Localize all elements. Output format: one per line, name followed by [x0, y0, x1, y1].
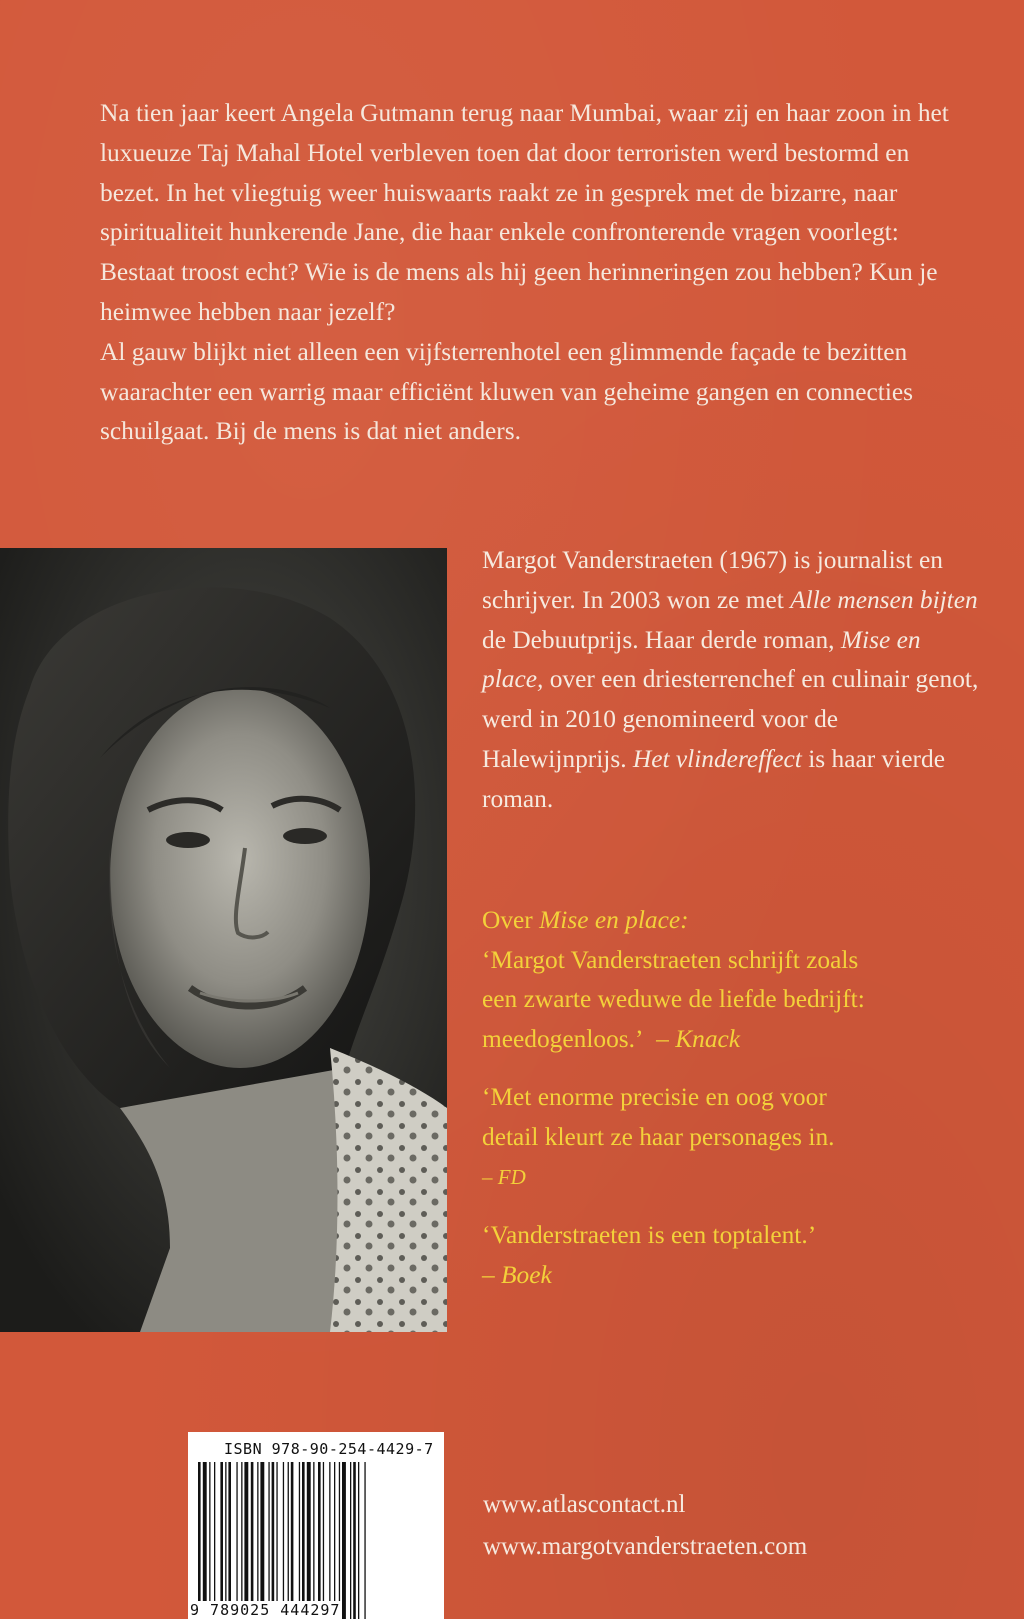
- barcode-bar: [323, 1462, 324, 1619]
- barcode-bar: [203, 1462, 207, 1619]
- barcode-bar: [291, 1462, 294, 1619]
- barcode-bar: [283, 1462, 284, 1619]
- barcode-bar: [272, 1462, 275, 1619]
- review-1-line-3: [482, 1020, 1002, 1060]
- review-2-line-1: ‘Met enorme precisie en oog voor: [482, 1083, 827, 1112]
- isbn-barcode: [188, 1432, 444, 1619]
- publisher-website-link[interactable]: www.atlascontact.nl: [483, 1491, 686, 1518]
- barcode-bar: [268, 1462, 269, 1619]
- bio-text-1: Margot Vanderstraeten (1967) is journalist en schrijver. In 2003 won ze met: [482, 546, 943, 614]
- barcode-bar: [329, 1462, 330, 1619]
- barcode-bar: [302, 1462, 305, 1619]
- barcode-bar: [225, 1462, 226, 1619]
- barcode-bar: [364, 1462, 365, 1619]
- barcode-bar: [209, 1462, 210, 1619]
- bio-text-3: over een driesterrenchef en culinair genot, werd in 2010 genomineerd voor de Halewijnprijs.: [482, 665, 979, 773]
- isbn-label: ISBN 978-90-254-4429-7: [224, 1440, 434, 1458]
- review-3-line-1: ‘Vanderstraeten is een toptalent.’: [482, 1221, 817, 1250]
- author-bio: [482, 541, 982, 820]
- review-spacer: [482, 1059, 1002, 1078]
- author-portrait-image: [0, 548, 447, 1332]
- synopsis-paragraph-2: Al gauw blijkt niet alleen een vijfsterrenhotel een glimmende façade te bezitten waarachter een warrig maar efficiënt kluwen van geheime gangen en connecties schuilgaat. Bij de mens is dat niet anders.: [100, 337, 914, 446]
- bio-book-title-2: Mise en place,: [482, 625, 921, 694]
- barcode-bar: [339, 1462, 340, 1619]
- barcode-bar: [342, 1462, 346, 1619]
- barcode-bar: [220, 1462, 223, 1619]
- barcode-bar: [307, 1462, 311, 1619]
- barcode-bar: [228, 1462, 231, 1619]
- barcode-bar: [358, 1462, 359, 1619]
- synopsis: [100, 94, 970, 452]
- reviews-intro-prefix: Over: [482, 906, 540, 934]
- author-website-link[interactable]: www.margotvanderstraeten.com: [483, 1533, 808, 1560]
- review-1-line-2: een zwarte weduwe de liefde bedrijft:: [482, 985, 865, 1014]
- reviews-intro: [482, 901, 1002, 941]
- review-spacer: [482, 1197, 1002, 1216]
- barcode-bar: [334, 1462, 335, 1619]
- barcode-bar: [288, 1462, 289, 1619]
- bio-text-4: is haar vierde roman.: [482, 744, 945, 813]
- reviews-intro-book-title: Mise en place:: [539, 906, 689, 934]
- barcode-bar: [299, 1462, 300, 1619]
- barcode-bar: [313, 1462, 314, 1619]
- bio-book-title-1: Alle mensen bijten: [790, 585, 978, 614]
- barcode-bar: [276, 1462, 277, 1619]
- review-2-source: – FD: [482, 1164, 526, 1189]
- review-1-line-1: ‘Margot Vanderstraeten schrijft zoals: [482, 945, 859, 974]
- review-1-source: – Knack: [656, 1024, 741, 1053]
- bio-book-title-3: Het vlindereffect: [632, 744, 802, 773]
- review-2-line-2: detail kleurt ze haar personages in.: [482, 1122, 835, 1151]
- barcode-bar: [260, 1462, 264, 1619]
- barcode-bar: [236, 1462, 237, 1619]
- barcode-bar: [318, 1462, 321, 1619]
- review-1-line-3-text: meedogenloos.’: [482, 1024, 644, 1053]
- barcode-bar: [257, 1462, 258, 1619]
- press-reviews: [482, 901, 1002, 1295]
- barcode-bar: [244, 1462, 248, 1619]
- barcode-bar: [198, 1462, 201, 1619]
- review-3-source: – Boek: [482, 1260, 552, 1289]
- barcode-bars: [194, 1462, 438, 1619]
- barcode-bar: [241, 1462, 242, 1619]
- ean-number: 9 789025 444297: [190, 1601, 341, 1619]
- barcode-bar: [353, 1462, 356, 1619]
- author-photo: [0, 548, 447, 1332]
- synopsis-paragraph-1: Na tien jaar keert Angela Gutmann terug naar Mumbai, waar zij en haar zoon in het luxueuze Taj Mahal Hotel verbleven toen dat door terroristen werd bestormd en bezet. In het vliegtuig weer huiswaarts raakt ze in gesprek met de bizarre, naar spiritualiteit hunkerende Jane, die haar enkele confronterende vragen voorlegt: Bestaat troost echt? Wie is de mens als hij geen herinneringen zou hebben? Kun je heimwee hebben naar jezelf?: [100, 99, 949, 326]
- barcode-bar: [350, 1462, 351, 1619]
- bio-text-2: de Debuutprijs. Haar derde roman,: [482, 625, 841, 654]
- barcode-bar: [214, 1462, 215, 1619]
- barcode-bar: [251, 1462, 254, 1619]
- websites: [483, 1484, 807, 1568]
